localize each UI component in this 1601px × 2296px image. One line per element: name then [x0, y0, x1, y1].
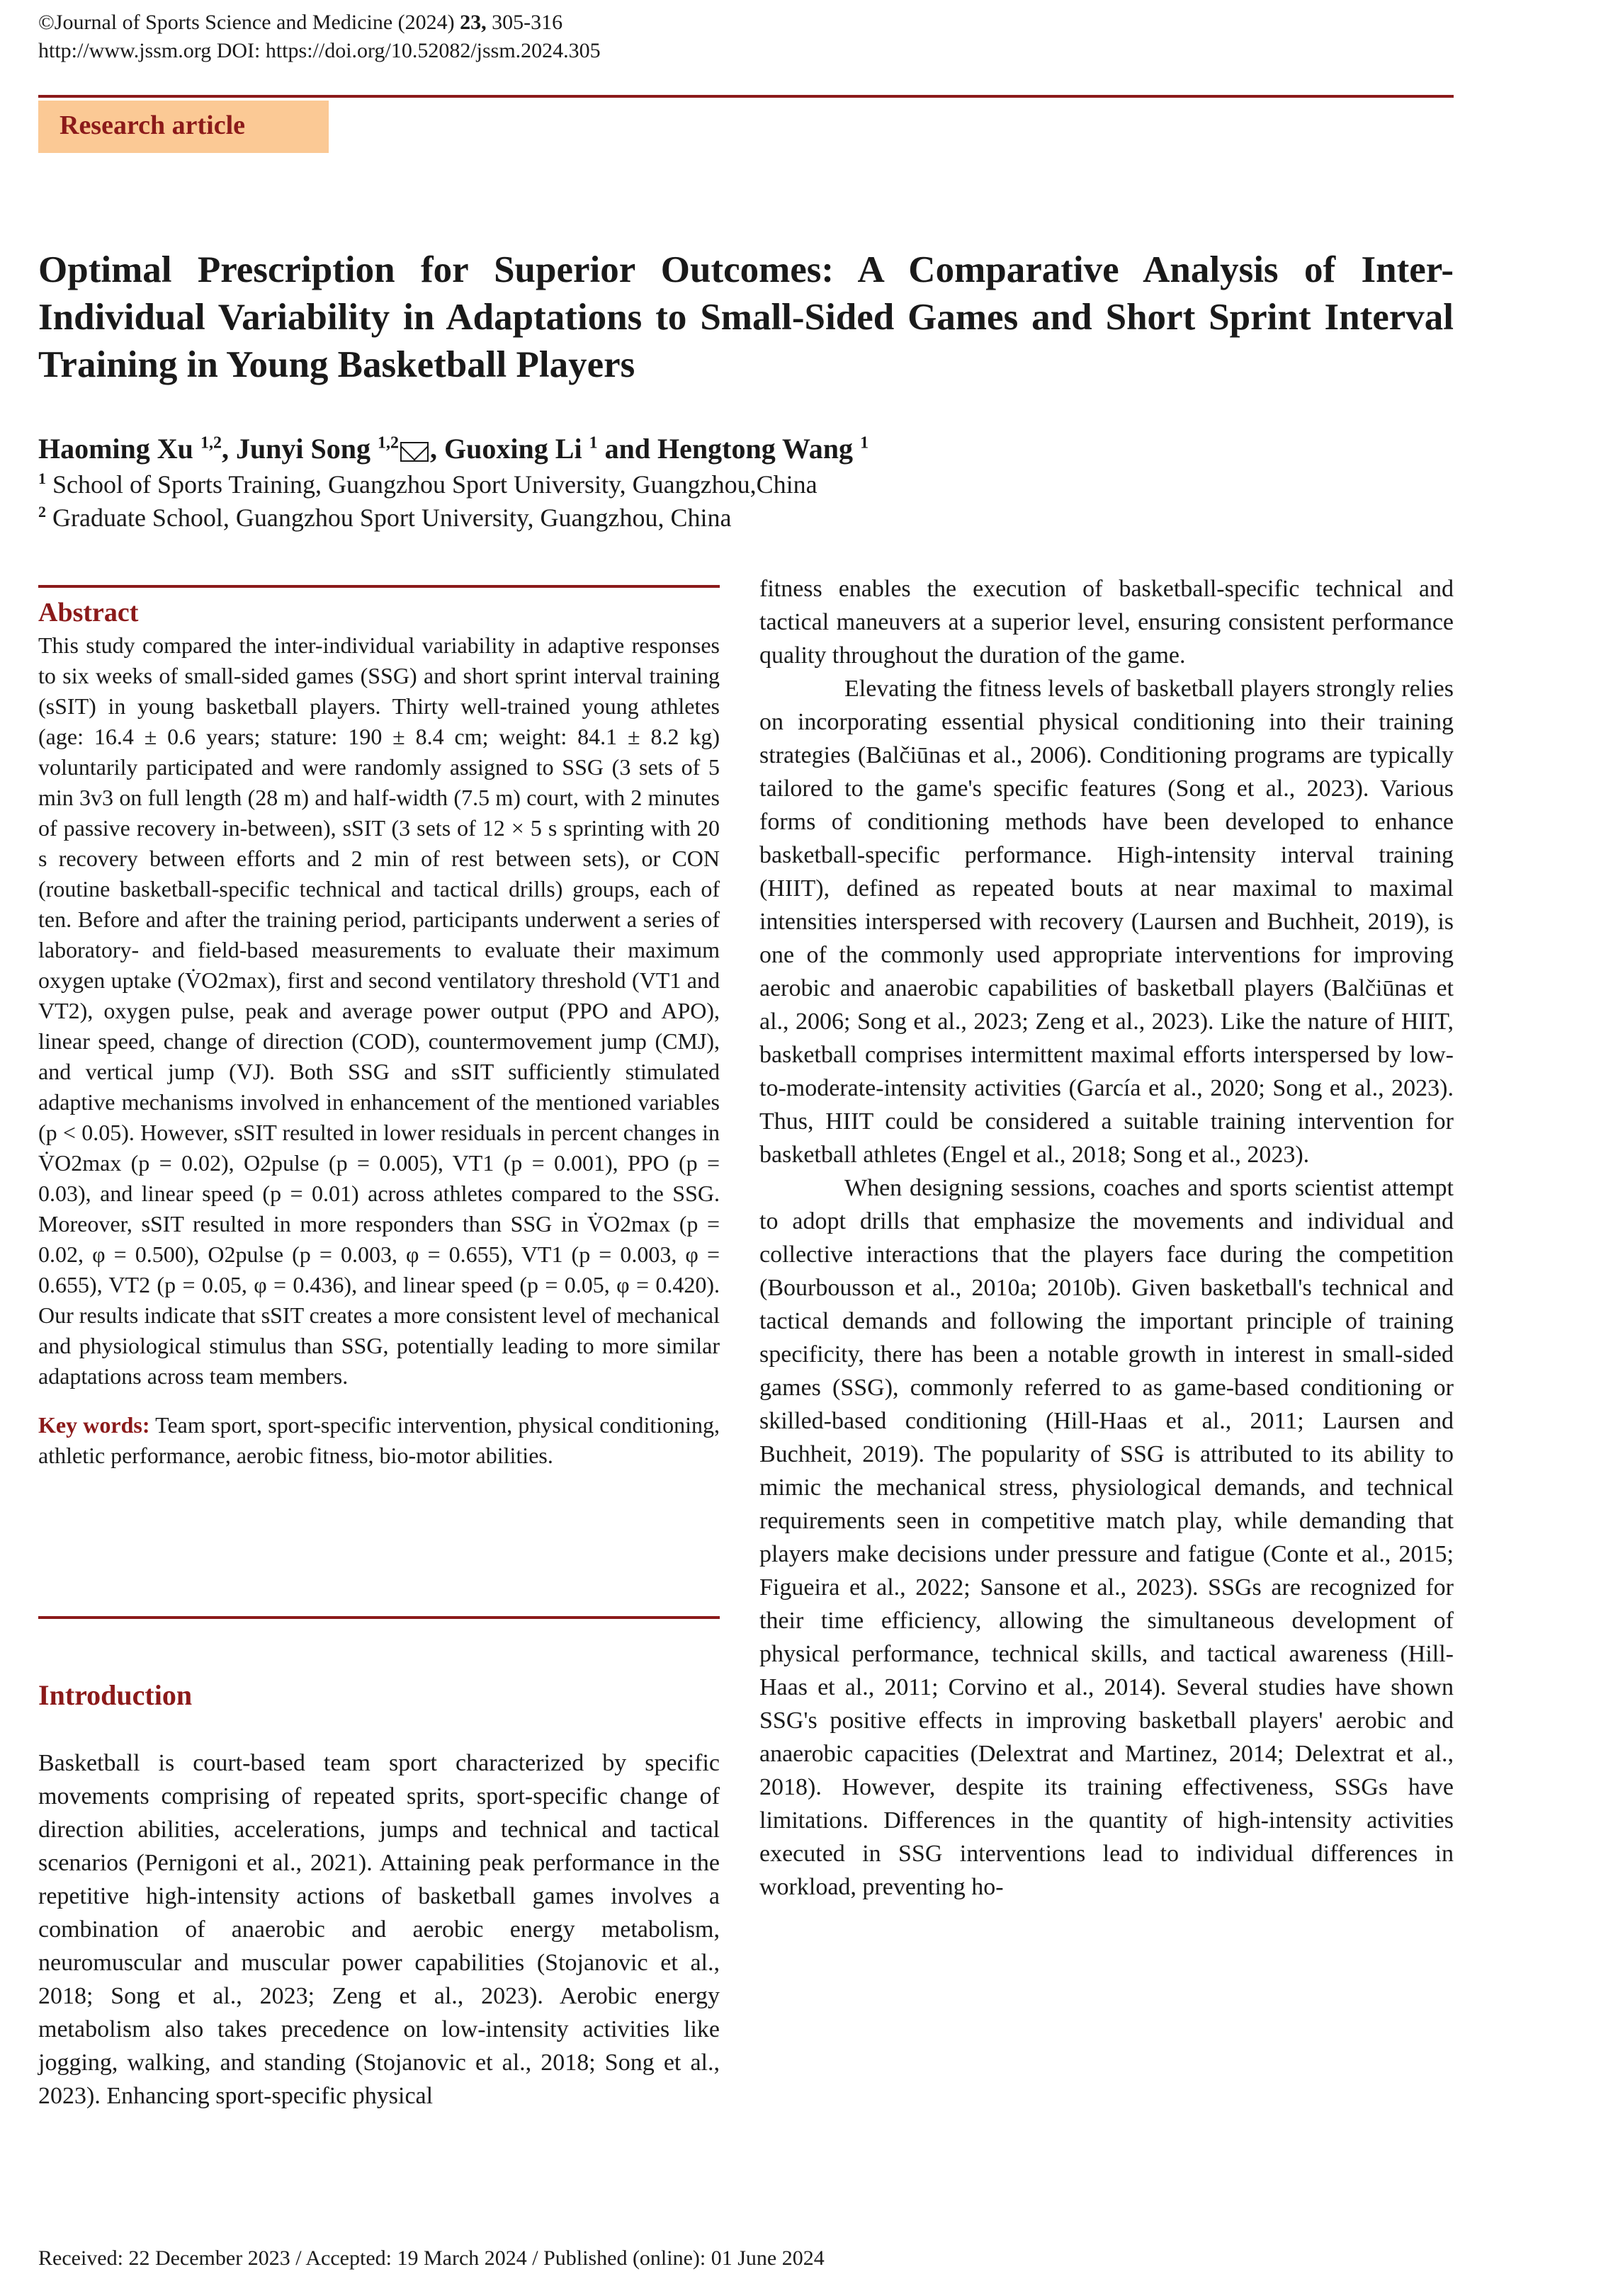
- doi-line: http://www.jssm.org DOI: https://doi.org/10.52082/jssm.2024.305: [38, 39, 601, 62]
- author-list: Haoming Xu $^{1,2}$, Junyi Song $^{1,2}$ , Guoxing Li $^1$ and Hengtong Wang $^1$: [38, 433, 869, 465]
- abstract-bottom-rule: [38, 1616, 720, 1619]
- abstract-heading: Abstract: [38, 598, 139, 627]
- intro-paragraph-1: Basketball is court-based team sport characterized by specific movements comprising of repeated sprits, sport-specific change of direction abilities, accelerations, jumps and technical and tactical scenarios (Pernigoni et al., 2021). Attaining peak performance in the repetitive high-intensity actions of basketball games involves a combination of anaerobic and aerobic energy metabolism, neuromuscular and muscular power capabilities (Stojanovic et al., 2018; Song et al., 2023; Zeng et al., 2023). Aerobic energy metabolism also takes precedence on low-intensity activities like jogging, walking, and standing (Stojanovic et al., 2018; Song et al., 2023). Enhancing sport-specific physical: [38, 1750, 720, 2109]
- intro-paragraph-3: When designing sessions, coaches and sports scientist attempt to adopt drills that emphasize the movements and individual and collective interactions that the players face during the competition (Bourbousson et al., 2010a; 2010b). Given basketball's technical and tactical demands and following the important principle of training specificity, there has been a notable growth in interest in small-sided games (SSG), commonly referred to as game-based conditioning or skilled-based conditioning (Hill-Haas et al., 2011; Laursen and Buchheit, 2019). The popularity of SSG is attributed to its ability to mimic the mechanical stress, physiological demands, and technical requirements seen in competitive match play, while demanding that players make decisions under pressure and fatigue (Conte et al., 2015; Figueira et al., 2022; Sansone et al., 2023). SSGs are recognized for their time efficiency, allowing the simultaneous development of physical performance, technical skills, and tactical awareness (Hill-Haas et al., 2011; Corvino et al., 2014). Several studies have shown SSG's positive effects in improving basketball players' aerobic and anaerobic capacities (Delextrat and Martinez, 2014; Delextrat et al., 2018). However, despite its training effectiveness, SSGs have limitations. Differences in the quantity of high-intensity activities executed in SSG interventions lead to individual differences in workload, preventing ho-: [759, 1175, 1454, 1900]
- abstract-section: [38, 595, 720, 1471]
- citation-line: ©Journal of Sports Science and Medicine (2024) 23, 305-316: [38, 11, 563, 34]
- article-type-label: Research article: [60, 110, 246, 140]
- publication-dates: Received: 22 December 2023 / Accepted: 19 March 2024 / Published (online): 01 June 2024: [38, 2246, 825, 2270]
- journal-header: [38, 8, 601, 65]
- email-icon[interactable]: [400, 442, 429, 462]
- introduction-heading: Introduction: [38, 1679, 193, 1711]
- intro-column-right: [759, 572, 1454, 1904]
- abstract-top-rule: [38, 585, 720, 588]
- header-rule: [38, 95, 1454, 98]
- abstract-text: This study compared the inter-individual variability in adaptive responses to six weeks of small-sided games (SSG) and short sprint interval training (sSIT) in young basketball players. Thirty well-trained young athletes (age: 16.4 ± 0.6 years; stature: 190 ± 8.4 cm; weight: 84.1 ± 8.2 kg) voluntarily participated and were randomly assigned to SSG (3 sets of 5 min 3v3 on full length (28 m) and half-width (7.5 m) court, with 2 minutes of passive recovery in-between), sSIT (3 sets of 12 × 5 s sprinting with 20 s recovery between efforts and 2 min of rest between sets), or CON (routine basketball-specific technical and tactical drills) groups, each of ten. Before and after the training period, participants underwent a series of laboratory- and field-based measurements to evaluate their maximum oxygen uptake (V̇O2max), first and second ventilatory threshold (VT1 and VT2), oxygen pulse, peak and average power output (PPO and APO), linear speed, change of direction (COD), countermovement jump (CMJ), and vertical jump (VJ). Both SSG and sSIT sufficiently stimulated adaptive mechanisms involved in enhancement of the mentioned variables (p < 0.05). However, sSIT resulted in lower residuals in percent changes in V̇O2max (p = 0.02), O2pulse (p = 0.005), VT1 (p = 0.001), PPO (p = 0.03), and linear speed (p = 0.01) across athletes compared to the SSG. Moreover, sSIT resulted in more responders than SSG in V̇O2max (p = 0.02, φ = 0.500), O2pulse (p = 0.003, φ = 0.655), VT1 (p = 0.003, φ = 0.655), VT2 (p = 0.05, φ = 0.436), and linear speed (p = 0.05, φ = 0.420). Our results indicate that sSIT creates a more consistent level of mechanical and physiological stimulus than SSG, potentially leading to more similar adaptations across team members.: [38, 632, 720, 1389]
- intro-paragraph-1-continued: fitness enables the execution of basketball-specific technical and tactical maneuvers at a superior level, ensuring consistent performance quality throughout the duration of the game.: [759, 576, 1454, 669]
- keywords: Key words: Team sport, sport-specific intervention, physical conditioning, athletic performance, aerobic fitness, bio-motor abilities.: [38, 1412, 720, 1468]
- article-title: Optimal Prescription for Superior Outcomes: A Comparative Analysis of Inter-Individual Variability in Adaptations to Small-Sided Games and Short Sprint Interval Training in Young Basketball Players: [38, 249, 1454, 385]
- intro-paragraph-2: Elevating the fitness levels of basketball players strongly relies on incorporating essential physical conditioning into their training strategies (Balčiūnas et al., 2006). Conditioning programs are typically tailored to the game's specific features (Song et al., 2023). Various forms of conditioning methods have been developed to enhance basketball-specific performance. High-intensity interval training (HIIT), defined as repeated bouts at near maximal to maximal intensities interspersed with recovery (Laursen and Buchheit, 2019), is one of the commonly used appropriate interventions for improving aerobic and anaerobic capabilities of basketball players (Balčiūnas et al., 2006; Song et al., 2023; Zeng et al., 2023). Like the nature of HIIT, basketball comprises intermittent maximal efforts interspersed by low-to-moderate-intensity activities (García et al., 2020; Song et al., 2023). Thus, HIIT could be considered a suitable training intervention for basketball athletes (Engel et al., 2018; Song et al., 2023).: [759, 676, 1454, 1168]
- affiliation-2: $^2$ Graduate School, Guangzhou Sport University, Guangzhou, China: [38, 503, 732, 532]
- intro-column-left: [38, 1746, 720, 2113]
- affiliation-1: $^1$ School of Sports Training, Guangzhou Sport University, Guangzhou,China: [38, 470, 818, 499]
